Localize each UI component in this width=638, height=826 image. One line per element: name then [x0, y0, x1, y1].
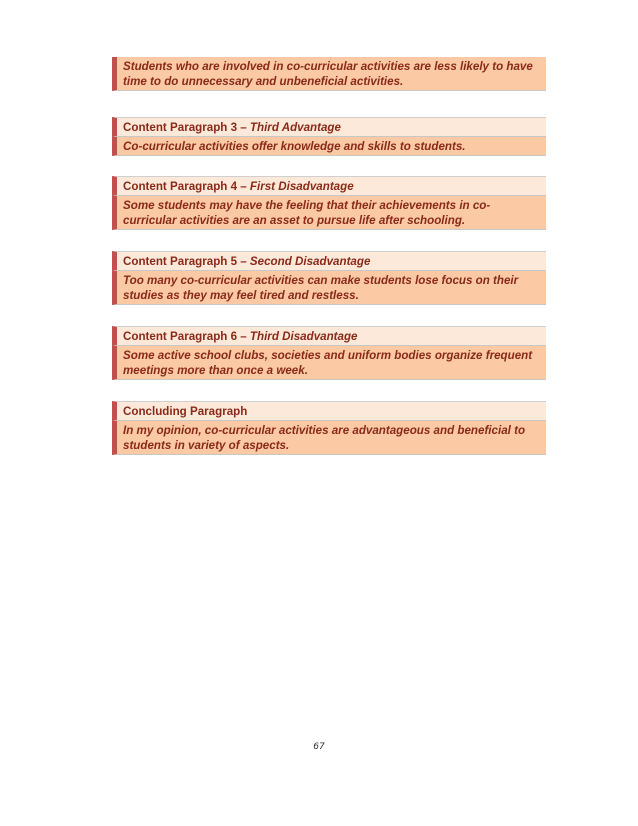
heading-label: Content Paragraph 4 –	[123, 180, 250, 193]
body-line: Too many co-curricular activities can make students lose focus on their	[123, 274, 519, 287]
heading-emphasis: First Disadvantage	[249, 180, 354, 193]
body-line: Co-curricular activities offer knowledge and skills to students.	[123, 140, 466, 153]
body-line: Some students may have the feeling that their achievements in co-	[123, 199, 491, 212]
essay-block-content-paragraph-6	[112, 326, 546, 380]
page-number: 67	[313, 742, 325, 752]
block-body	[112, 196, 546, 230]
essay-block-concluding-paragraph	[112, 401, 546, 455]
body-line: Students who are involved in co-curricular activities are less likely to have	[123, 60, 533, 73]
block-heading	[112, 117, 546, 137]
block-heading	[112, 401, 546, 421]
body-line: curricular activities are an asset to pursue life after schooling.	[123, 214, 466, 227]
essay-block-content-paragraph-5	[112, 251, 546, 305]
heading-label: Content Paragraph 3 –	[123, 121, 250, 134]
essay-block-content-paragraph-4	[112, 176, 546, 230]
body-line: studies as they may feel tired and restless.	[123, 289, 359, 302]
body-line: In my opinion, co-curricular activities are advantageous and beneficial to	[123, 424, 526, 437]
body-line: Some active school clubs, societies and uniform bodies organize frequent	[123, 349, 533, 362]
heading-label: Content Paragraph 6 –	[123, 330, 250, 343]
heading-label: Concluding Paragraph	[123, 405, 248, 418]
block-body	[112, 421, 546, 455]
block-heading	[112, 176, 546, 196]
block-body	[112, 346, 546, 380]
heading-emphasis: Third Advantage	[249, 121, 341, 134]
block-body	[112, 271, 546, 305]
block-heading	[112, 251, 546, 271]
block-body	[112, 57, 546, 91]
block-body	[112, 137, 546, 156]
body-line: meetings more than once a week.	[123, 364, 308, 377]
heading-emphasis: Third Disadvantage	[249, 330, 358, 343]
body-line: students in variety of aspects.	[123, 439, 290, 452]
body-line: time to do unnecessary and unbeneficial activities.	[123, 75, 404, 88]
heading-emphasis: Second Disadvantage	[249, 255, 371, 268]
block-heading	[112, 326, 546, 346]
essay-block-content-paragraph-3	[112, 117, 546, 156]
essay-block-1	[112, 57, 546, 91]
heading-label: Content Paragraph 5 –	[123, 255, 250, 268]
